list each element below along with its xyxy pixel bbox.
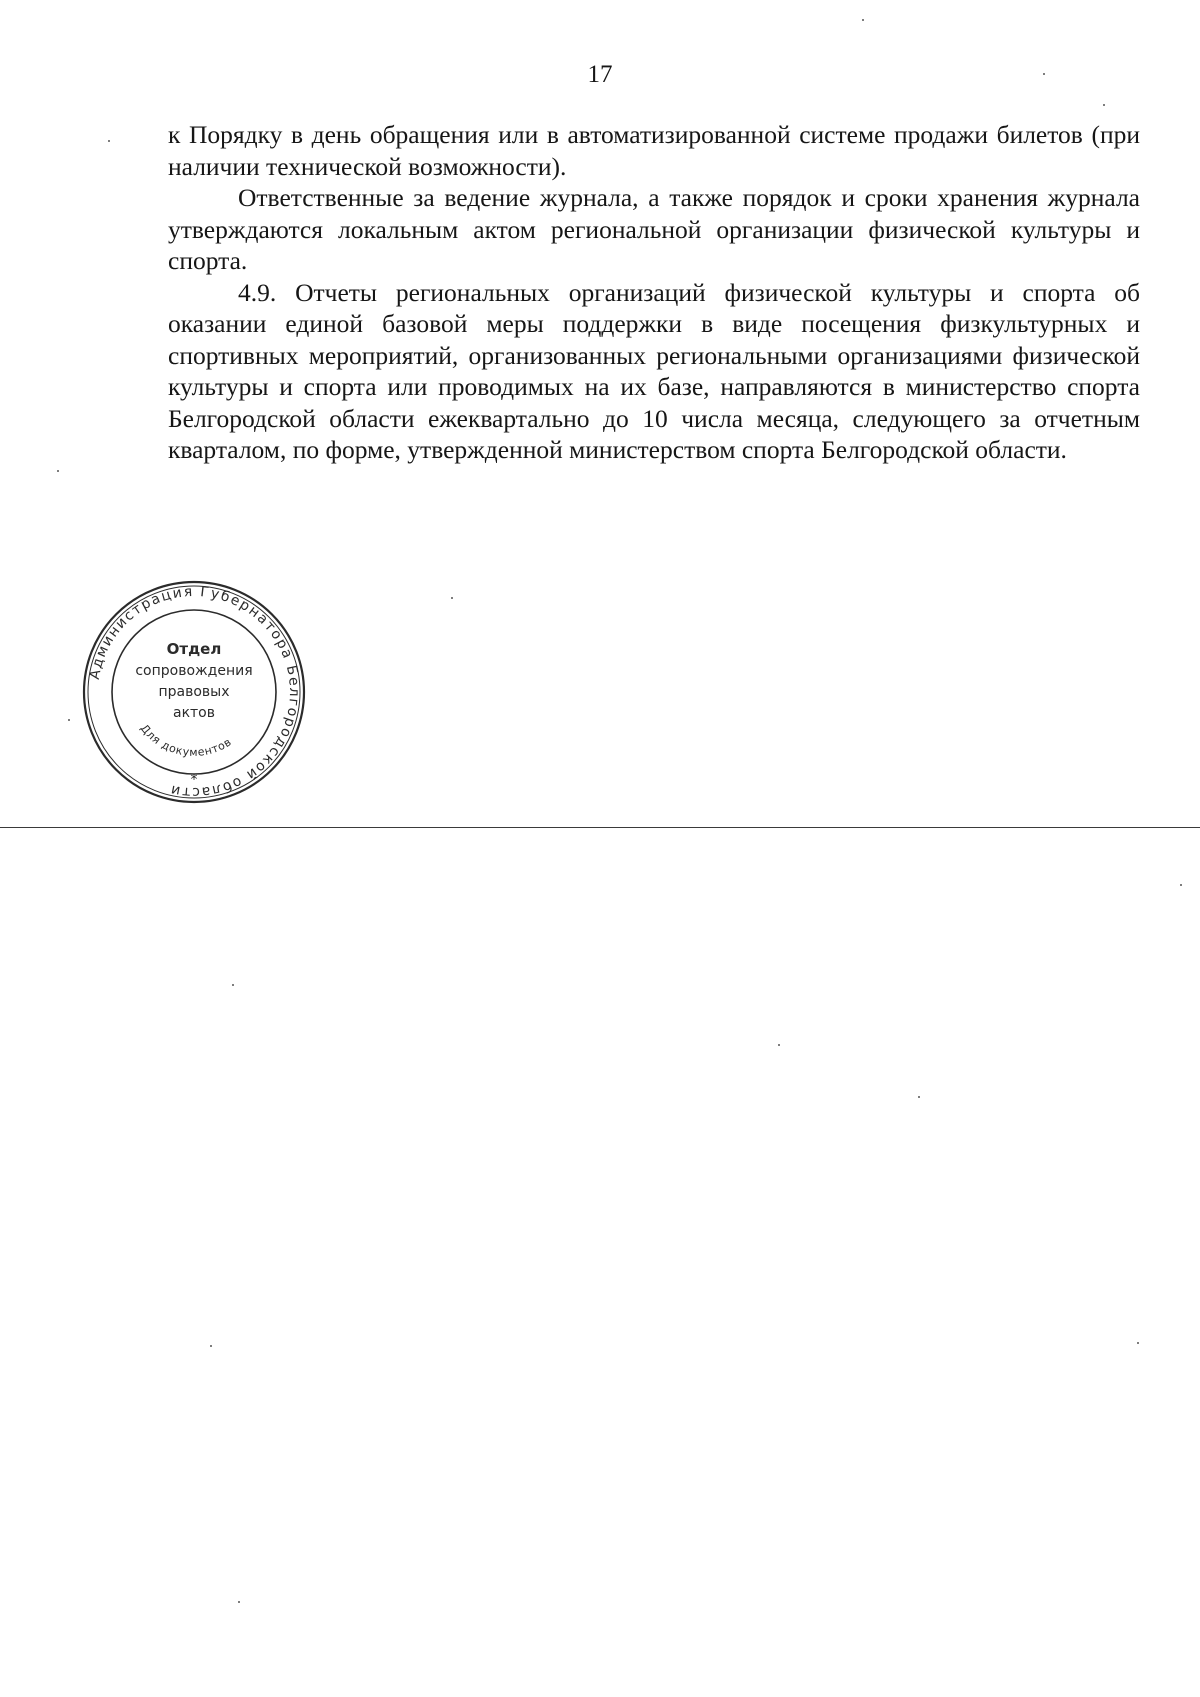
scan-speck	[862, 19, 864, 21]
stamp-center-line-3: правовых	[158, 684, 230, 700]
scan-speck	[57, 470, 59, 472]
paragraph-continuation: к Порядку в день обращения или в автоматизированной системе продажи билетов (при наличии технической возможности).	[168, 120, 1140, 181]
page-number: 17	[587, 61, 613, 88]
scan-speck	[918, 1096, 920, 1098]
scan-speck	[108, 140, 110, 142]
official-stamp	[80, 578, 308, 806]
scan-speck	[210, 1345, 212, 1347]
stamp-seal-graphic	[80, 578, 308, 806]
stamp-star-icon: *	[190, 772, 198, 788]
stamp-center-line-2: сопровождения	[135, 663, 253, 679]
stamp-center-line-1: Отдел	[166, 640, 222, 658]
scan-speck	[238, 1601, 240, 1603]
scan-speck	[1180, 884, 1182, 886]
body-text	[168, 119, 1140, 466]
scan-speck	[451, 597, 453, 599]
scan-speck	[68, 719, 70, 721]
scan-speck	[1043, 73, 1045, 75]
stamp-outer-text: Администрация Губернатора Белгородской области	[86, 583, 303, 801]
scan-speck	[1103, 104, 1105, 106]
paragraph-journal: Ответственные за ведение журнала, а также порядок и сроки хранения журнала утверждаются локальным актом региональной организации физической культуры и спорта.	[168, 183, 1140, 275]
paragraph-4-9-reports: 4.9. Отчеты региональных организаций физической культуры и спорта об оказании единой базовой меры поддержки в виде посещения физкультурных и спортивных мероприятий, организованных региональными организациями физической культуры и спорта или проводимых на их базе, направляются в министерство спорта Белгородской области ежеквартально до 10 числа месяца, следующего за отчетным кварталом, по форме, утвержденной министерством спорта Белгородской области.	[168, 277, 1140, 464]
stamp-inner-lower-text: Для документов	[137, 721, 234, 759]
scan-speck	[1137, 1342, 1139, 1344]
stamp-center-line-4: актов	[172, 705, 216, 721]
scan-speck	[778, 1044, 780, 1046]
page-divider-line	[0, 827, 1200, 828]
scan-speck	[232, 984, 234, 986]
